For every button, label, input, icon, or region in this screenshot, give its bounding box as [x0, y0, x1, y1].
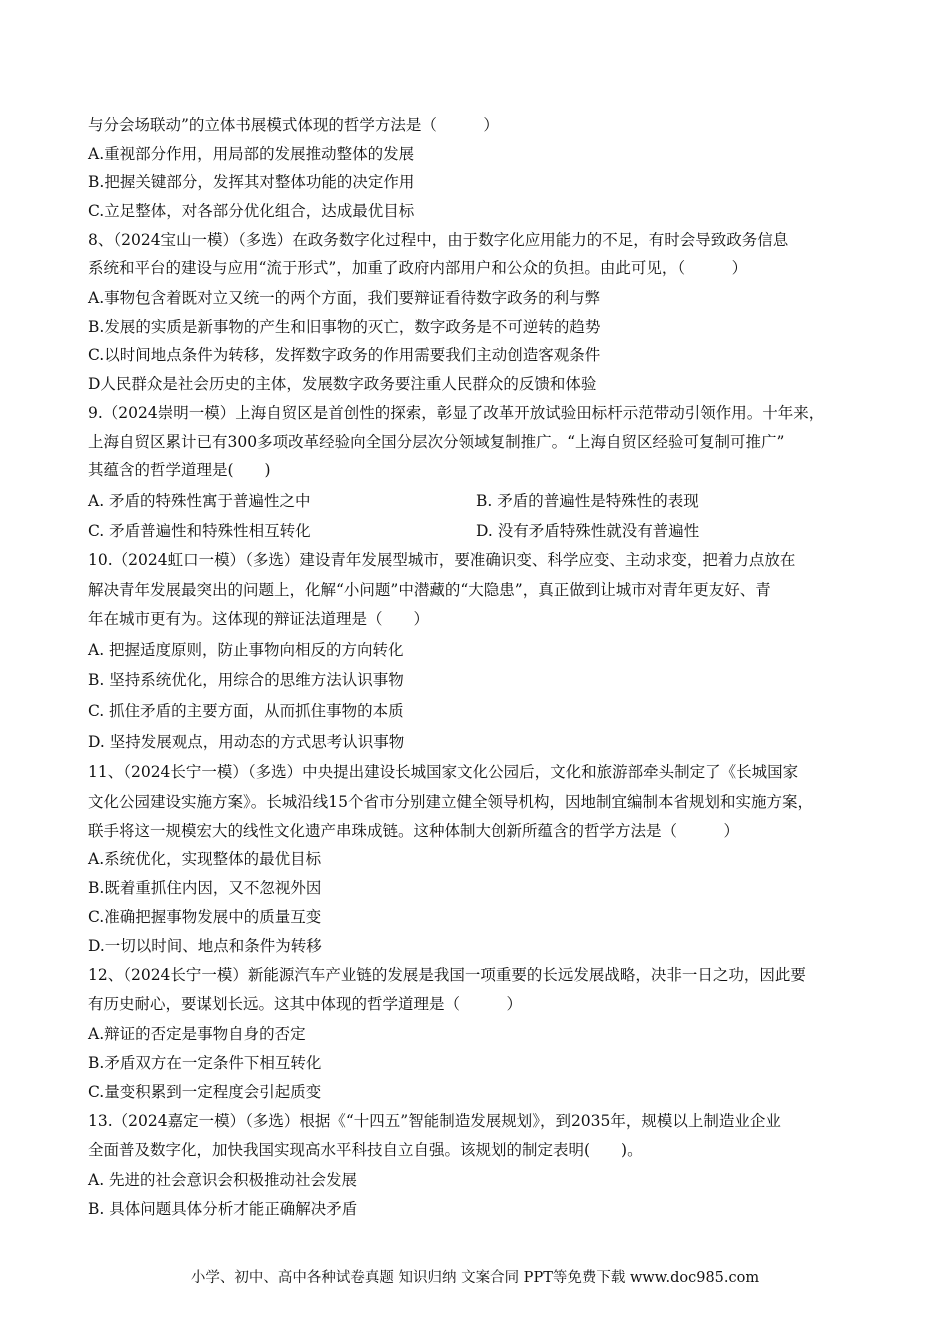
text-line: 全面普及数字化，加快我国实现高水平科技自立自强。该规划的制定表明( )。	[88, 1141, 643, 1159]
text-line: B.矛盾双方在一定条件下相互转化	[88, 1054, 322, 1072]
text-line: C.准确把握事物发展中的质量互变	[88, 908, 322, 926]
text-line: B.把握关键部分，发挥其对整体功能的决定作用	[88, 173, 415, 191]
q9-option-d: D. 没有矛盾特殊性就没有普遍性	[476, 522, 700, 540]
text-line: 10.（2024虹口一模）（多选）建设青年发展型城市，要准确识变、科学应变、主动求变，把着力点放在	[88, 551, 796, 569]
text-line: A.辩证的否定是事物自身的否定	[88, 1025, 306, 1043]
text-line: B.发展的实质是新事物的产生和旧事物的灭亡，数字政务是不可逆转的趋势	[88, 318, 601, 336]
text-line: 文化公园建设实施方案》。长城沿线15个省市分别建立健全领导机构，因地制宜编制本省规划和实施方案，	[88, 793, 813, 811]
text-line: 11、（2024长宁一模）（多选）中央提出建设长城国家文化公园后，文化和旅游部牵头制定了《长城国家	[88, 763, 799, 781]
text-line: 年在城市更有为。这体现的辩证法道理是（ ）	[88, 610, 430, 628]
text-line: C.立足整体，对各部分优化组合，达成最优目标	[88, 202, 415, 220]
text-line: D.一切以时间、地点和条件为转移	[88, 937, 322, 955]
text-line: 联手将这一规模宏大的线性文化遗产串珠成链。这种体制大创新所蕴含的哲学方法是（ ）	[88, 822, 740, 840]
text-line: 13.（2024嘉定一模）（多选）根据《“十四五”智能制造发展规划》，到2035年，规模以上制造业企业	[88, 1112, 781, 1130]
text-line: 有历史耐心，要谋划长远。这其中体现的哲学道理是（ ）	[88, 995, 523, 1013]
text-line: 上海自贸区累计已有300多项改革经验向全国分层次分领域复制推广。“上海自贸区经验可复制可推广”	[88, 433, 785, 451]
text-line: C. 矛盾普遍性和特殊性相互转化	[88, 522, 311, 540]
text-line: A.系统优化，实现整体的最优目标	[88, 850, 322, 868]
text-line: 与分会场联动”的立体书展模式体现的哲学方法是（ ）	[88, 116, 499, 134]
text-line: 系统和平台的建设与应用“流于形式”，加重了政府内部用户和公众的负担。由此可见，（ ）	[88, 259, 748, 277]
text-line: C.以时间地点条件为转移，发挥数字政务的作用需要我们主动创造客观条件	[88, 346, 601, 364]
text-line: 8、（2024宝山一模）（多选）在政务数字化过程中，由于数字化应用能力的不足，有时会导致政务信息	[88, 231, 789, 249]
text-line: 12、（2024长宁一模）新能源汽车产业链的发展是我国一项重要的长远发展战略，决非一日之功，因此要	[88, 966, 806, 984]
text-line: A.事物包含着既对立又统一的两个方面，我们要辩证看待数字政务的利与弊	[88, 289, 601, 307]
text-line: A. 把握适度原则，防止事物向相反的方向转化	[88, 641, 404, 659]
text-line: D. 坚持发展观点，用动态的方式思考认识事物	[88, 733, 405, 751]
text-line: B. 具体问题具体分析才能正确解决矛盾	[88, 1200, 358, 1218]
text-line: 9.（2024崇明一模）上海自贸区是首创性的探索，彰显了改革开放试验田标杆示范带动引领作用。十年来，	[88, 404, 825, 422]
text-line: 解决青年发展最突出的问题上，化解“小问题”中潜藏的“大隐患”，真正做到让城市对青年更友好、青	[88, 581, 771, 599]
text-line: A.重视部分作用，用局部的发展推动整体的发展	[88, 145, 415, 163]
text-line: 其蕴含的哲学道理是( )	[88, 461, 271, 479]
text-line: A. 先进的社会意识会积极推动社会发展	[88, 1171, 358, 1189]
text-line: A. 矛盾的特殊性寓于普遍性之中	[88, 492, 311, 510]
text-line: D人民群众是社会历史的主体，发展数字政务要注重人民群众的反馈和体验	[88, 375, 597, 393]
text-line: C. 抓住矛盾的主要方面，从而抓住事物的本质	[88, 702, 404, 720]
text-line: B. 坚持系统优化，用综合的思维方法认识事物	[88, 671, 404, 689]
q9-option-b: B. 矛盾的普遍性是特殊性的表现	[476, 492, 699, 510]
text-line: C.量变积累到一定程度会引起质变	[88, 1083, 322, 1101]
page-footer: 小学、初中、高中各种试卷真题 知识归纳 文案合同 PPT等免费下载 www.doc985.com	[190, 1270, 760, 1286]
text-line: B.既着重抓住内因，又不忽视外因	[88, 879, 322, 897]
